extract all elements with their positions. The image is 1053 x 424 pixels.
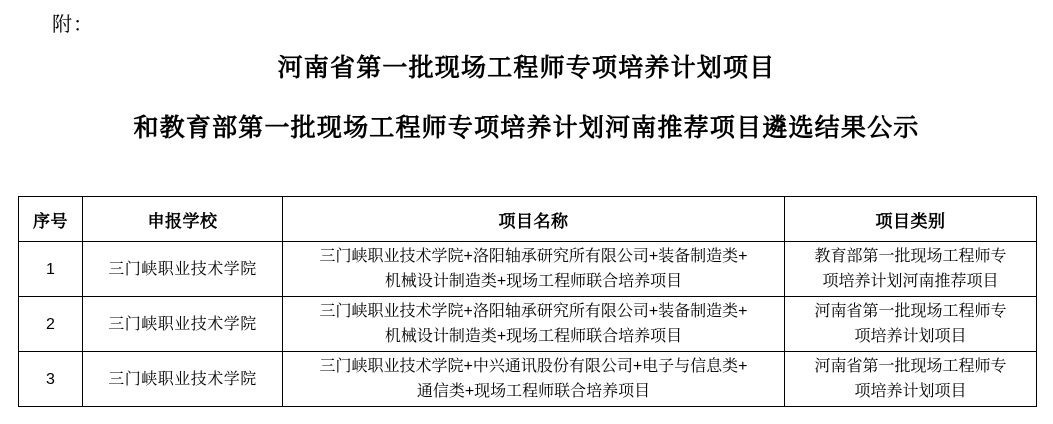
cell-project-name-line-2: 通信类+现场工程师联合培养项目 — [416, 383, 651, 400]
table-body — [19, 242, 1037, 407]
cell-project-type — [785, 352, 1037, 407]
column-header-school: 申报学校 — [83, 197, 283, 242]
column-header-project-name: 项目名称 — [283, 197, 785, 242]
cell-project-type-line-2: 项培养计划河南推荐项目 — [822, 273, 999, 290]
cell-project-name-line-1: 三门峡职业技术学院+中兴通讯股份有限公司+电子与信息类+ — [319, 358, 748, 375]
cell-project-name-line-1: 三门峡职业技术学院+洛阳轴承研究所有限公司+装备制造类+ — [319, 303, 748, 320]
table-header-row — [19, 197, 1037, 242]
table-row — [19, 352, 1037, 407]
cell-project-type — [785, 297, 1037, 352]
table-row — [19, 242, 1037, 297]
table-header — [19, 197, 1037, 242]
table-row — [19, 297, 1037, 352]
cell-project-name-line-1: 三门峡职业技术学院+洛阳轴承研究所有限公司+装备制造类+ — [319, 248, 748, 265]
cell-school: 三门峡职业技术学院 — [83, 242, 283, 297]
cell-project-name — [283, 242, 785, 297]
document-title-line-2: 和教育部第一批现场工程师专项培养计划河南推荐项目遴选结果公示 — [133, 115, 920, 142]
cell-no: 1 — [19, 242, 83, 297]
cell-project-type — [785, 242, 1037, 297]
cell-project-name — [283, 352, 785, 407]
cell-project-type-line-1: 河南省第一批现场工程师专 — [814, 358, 1007, 375]
cell-project-type-line-2: 项培养计划项目 — [854, 328, 967, 345]
document-title-line-1: 河南省第一批现场工程师专项培养计划项目 — [277, 55, 776, 82]
cell-project-type-line-1: 教育部第一批现场工程师专 — [814, 248, 1007, 265]
results-table — [18, 196, 1037, 407]
cell-no: 3 — [19, 352, 83, 407]
cell-project-name-line-2: 机械设计制造类+现场工程师联合培养项目 — [384, 328, 683, 345]
document-title-block — [0, 46, 1053, 152]
cell-school: 三门峡职业技术学院 — [83, 297, 283, 352]
cell-project-type-line-1: 河南省第一批现场工程师专 — [814, 303, 1007, 320]
column-header-no: 序号 — [19, 197, 83, 242]
cell-project-type-line-2: 项培养计划项目 — [854, 383, 967, 400]
cell-project-name-line-2: 机械设计制造类+现场工程师联合培养项目 — [384, 273, 683, 290]
results-table-container — [18, 196, 1036, 407]
cell-project-name — [283, 297, 785, 352]
cell-no: 2 — [19, 297, 83, 352]
attachment-label: 附： — [52, 14, 94, 36]
column-header-project-type: 项目类别 — [785, 197, 1037, 242]
cell-school: 三门峡职业技术学院 — [83, 352, 283, 407]
